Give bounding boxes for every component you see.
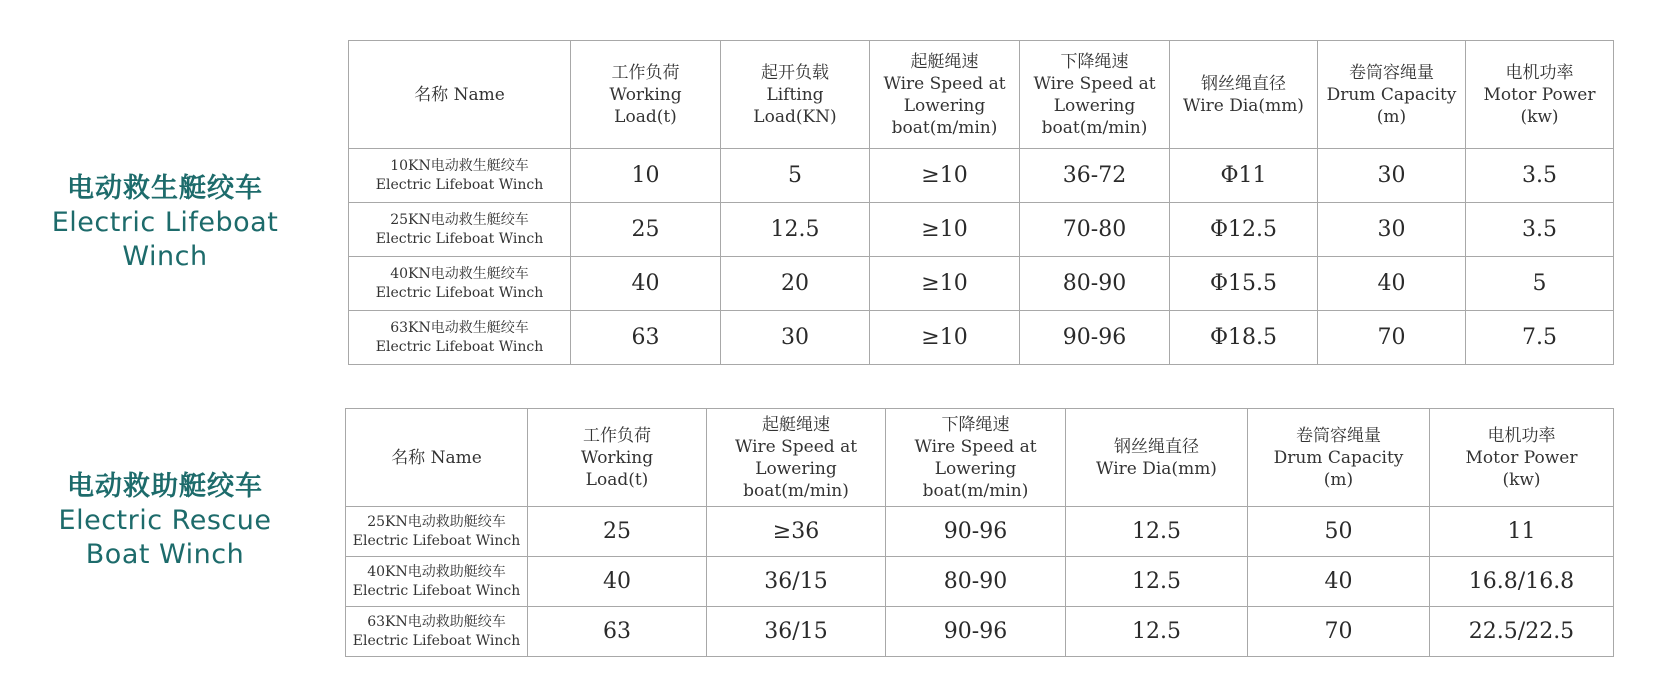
column-header-line: Load(t) (614, 106, 677, 127)
column-header-line: boat(m/min) (891, 117, 998, 138)
column-header-line: Lowering (903, 95, 986, 116)
spec-value-cell: ≥10 (870, 203, 1020, 257)
spec-value-cell: 80-90 (1020, 257, 1170, 311)
column-header-line: Load(t) (585, 469, 649, 490)
column-header-line: boat(m/min) (1041, 117, 1148, 138)
spec-value-cell: 11 (1430, 507, 1614, 557)
rescue-boat-winch-title-en-line1: Electric Rescue (58, 505, 272, 536)
table-row (349, 311, 1614, 365)
spec-value-cell: 80-90 (886, 557, 1066, 607)
column-header-line: boat(m/min) (743, 480, 849, 501)
spec-value-cell: 12.5 (721, 203, 870, 257)
column-header-line: Drum Capacity (1326, 84, 1457, 105)
table-row (346, 557, 1614, 607)
spec-value-cell: 90-96 (1020, 311, 1170, 365)
lifeboat-winch-section-title (20, 172, 310, 274)
model-name-cn: 63KN电动救助艇绞车 (367, 613, 506, 630)
spec-value-cell: 12.5 (1066, 507, 1248, 557)
spec-value-cell: 40 (571, 257, 721, 311)
column-header-line: 钢丝绳直径 (1201, 73, 1286, 94)
column-header-line: 起艇绳速 (910, 51, 979, 72)
spec-value-cell: 36/15 (707, 557, 886, 607)
column-header-line: boat(m/min) (922, 480, 1029, 501)
spec-value-cell: 30 (1318, 203, 1466, 257)
spec-value-cell: 30 (1318, 149, 1466, 203)
column-header-line: 下降绳速 (1060, 51, 1129, 72)
table-row (349, 149, 1614, 203)
spec-value-cell: 36-72 (1020, 149, 1170, 203)
column-header (1066, 409, 1248, 507)
model-name-en: Electric Lifeboat Winch (375, 338, 544, 355)
model-name-en: Electric Lifeboat Winch (352, 582, 521, 599)
spec-value-cell: 12.5 (1066, 607, 1248, 657)
lifeboat-winch-spec-table (348, 40, 1614, 365)
model-name-cell (349, 149, 571, 203)
model-name-en: Electric Lifeboat Winch (375, 284, 544, 301)
model-name-cn: 63KN电动救生艇绞车 (390, 319, 529, 336)
spec-value-cell: 3.5 (1466, 203, 1614, 257)
column-header-line: 工作负荷 (611, 62, 680, 83)
column-header (346, 409, 528, 507)
model-name-cn: 40KN电动救助艇绞车 (367, 563, 506, 580)
spec-value-cell: 30 (721, 311, 870, 365)
column-header-line: Wire Dia(mm) (1183, 95, 1304, 116)
model-name-cell (349, 257, 571, 311)
table-row (346, 507, 1614, 557)
lifeboat-winch-title-en-line2: Winch (122, 241, 208, 272)
model-name-cell (346, 557, 528, 607)
spec-value-cell: 5 (721, 149, 870, 203)
rescue-boat-winch-table-body (346, 507, 1614, 657)
spec-value-cell: 7.5 (1466, 311, 1614, 365)
column-header-line: Motor Power (1465, 447, 1578, 468)
table-row (349, 257, 1614, 311)
column-header-line: (kw) (1502, 469, 1541, 490)
column-header-line: Load(KN) (753, 106, 837, 127)
column-header (1248, 409, 1430, 507)
column-header-line: 起艇绳速 (762, 414, 830, 435)
column-header-line: 钢丝绳直径 (1114, 436, 1199, 457)
column-header-line: Lowering (934, 458, 1017, 479)
column-header-line: 卷筒容绳量 (1349, 62, 1434, 83)
model-name-en: Electric Lifeboat Winch (375, 230, 544, 247)
header-row (346, 409, 1614, 507)
column-header-line: Wire Dia(mm) (1096, 458, 1217, 479)
column-header-line: Lowering (755, 458, 837, 479)
spec-value-cell: 70-80 (1020, 203, 1170, 257)
spec-value-cell: ≥10 (870, 311, 1020, 365)
column-header-line: (m) (1323, 469, 1354, 490)
rescue-boat-winch-section-title (20, 470, 310, 572)
model-name-cell (349, 203, 571, 257)
model-name-cell (346, 607, 528, 657)
spec-value-cell: ≥36 (707, 507, 886, 557)
model-name-cn: 25KN电动救生艇绞车 (390, 211, 529, 228)
column-header-line: Drum Capacity (1273, 447, 1404, 468)
spec-value-cell: 10 (571, 149, 721, 203)
column-header-line: 工作负荷 (583, 425, 651, 446)
model-name-cn: 10KN电动救生艇绞车 (390, 157, 529, 174)
spec-value-cell: 25 (571, 203, 721, 257)
rescue-boat-winch-spec-table (345, 408, 1614, 657)
column-header-line: (kw) (1520, 106, 1559, 127)
column-header-line: Lifting (766, 84, 824, 105)
model-name-en: Electric Lifeboat Winch (352, 632, 521, 649)
column-header-line: Wire Speed at (1033, 73, 1156, 94)
column-header (1170, 41, 1318, 149)
spec-value-cell: 70 (1318, 311, 1466, 365)
column-header (707, 409, 886, 507)
column-header-line: 电机功率 (1505, 62, 1574, 83)
model-name-en: Electric Lifeboat Winch (352, 532, 521, 549)
column-header (1020, 41, 1170, 149)
column-header-line: Wire Speed at (914, 436, 1037, 457)
lifeboat-winch-title-en-line1: Electric Lifeboat (51, 207, 279, 238)
column-header-line: Wire Speed at (734, 436, 858, 457)
column-header (870, 41, 1020, 149)
column-header-line: Motor Power (1483, 84, 1596, 105)
lifeboat-winch-table-header (349, 41, 1614, 149)
column-header (528, 409, 707, 507)
column-header-line: Lowering (1053, 95, 1136, 116)
lifeboat-winch-table-body (349, 149, 1614, 365)
column-header-line: (m) (1376, 106, 1407, 127)
column-header (1318, 41, 1466, 149)
rescue-boat-winch-title-en-line2: Boat Winch (85, 539, 245, 570)
model-name-cn: 40KN电动救生艇绞车 (390, 265, 529, 282)
column-header (1430, 409, 1614, 507)
spec-value-cell: Φ18.5 (1170, 311, 1318, 365)
column-header-line: Working (609, 84, 682, 105)
model-name-cell (349, 311, 571, 365)
header-row (349, 41, 1614, 149)
spec-value-cell: 3.5 (1466, 149, 1614, 203)
spec-value-cell: 70 (1248, 607, 1430, 657)
spec-value-cell: 50 (1248, 507, 1430, 557)
spec-value-cell: 25 (528, 507, 707, 557)
spec-value-cell: Φ15.5 (1170, 257, 1318, 311)
column-header-line: 起开负载 (761, 62, 829, 83)
column-header-line: 名称 Name (414, 84, 505, 105)
spec-value-cell: 12.5 (1066, 557, 1248, 607)
table-row (349, 203, 1614, 257)
spec-value-cell: 16.8/16.8 (1430, 557, 1614, 607)
spec-value-cell: 90-96 (886, 607, 1066, 657)
spec-value-cell: ≥10 (870, 149, 1020, 203)
rescue-boat-winch-title-cn: 电动救助艇绞车 (67, 471, 263, 502)
column-header (349, 41, 571, 149)
spec-value-cell: 40 (528, 557, 707, 607)
spec-value-cell: 40 (1318, 257, 1466, 311)
lifeboat-winch-title-cn: 电动救生艇绞车 (67, 173, 263, 204)
spec-value-cell: 63 (528, 607, 707, 657)
model-name-en: Electric Lifeboat Winch (375, 176, 544, 193)
model-name-cell (346, 507, 528, 557)
spec-value-cell: 22.5/22.5 (1430, 607, 1614, 657)
column-header-line: 下降绳速 (941, 414, 1010, 435)
column-header (1466, 41, 1614, 149)
spec-value-cell: Φ11 (1170, 149, 1318, 203)
spec-value-cell: Φ12.5 (1170, 203, 1318, 257)
column-header (721, 41, 870, 149)
spec-value-cell: 5 (1466, 257, 1614, 311)
spec-value-cell: 63 (571, 311, 721, 365)
column-header-line: Wire Speed at (883, 73, 1006, 94)
column-header (886, 409, 1066, 507)
rescue-boat-winch-table-header (346, 409, 1614, 507)
table-row (346, 607, 1614, 657)
column-header-line: 卷筒容绳量 (1296, 425, 1381, 446)
model-name-cn: 25KN电动救助艇绞车 (367, 513, 506, 530)
spec-value-cell: 36/15 (707, 607, 886, 657)
spec-value-cell: ≥10 (870, 257, 1020, 311)
column-header (571, 41, 721, 149)
column-header-line: 名称 Name (391, 447, 482, 468)
spec-value-cell: 40 (1248, 557, 1430, 607)
spec-value-cell: 90-96 (886, 507, 1066, 557)
column-header-line: Working (580, 447, 654, 468)
column-header-line: 电机功率 (1487, 425, 1556, 446)
spec-value-cell: 20 (721, 257, 870, 311)
